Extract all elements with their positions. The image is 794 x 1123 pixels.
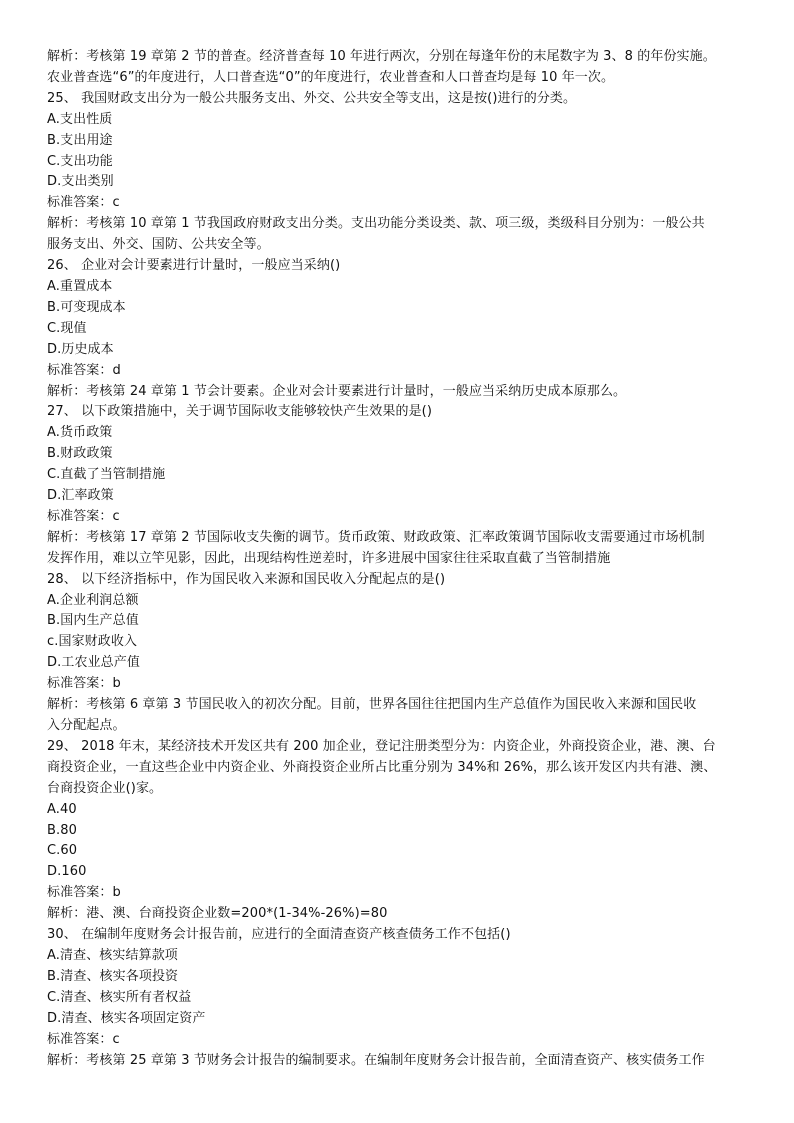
text-line: 解析：考核第 24 章第 1 节会计要素。企业对会计要素进行计量时，一般应当采纳历史成本原那么。	[47, 383, 627, 399]
text-line: D.支出类别	[47, 174, 114, 190]
text-line: 解析：考核第 10 章第 1 节我国政府财政支出分类。支出功能分类设类、款、项三级，类级科目分别为：一般公共	[47, 216, 705, 232]
text-line: B.可变现成本	[47, 299, 126, 315]
text-line: 26、 企业对会计要素进行计量时，一般应当采纳()	[47, 258, 341, 274]
text-line: C.清查、核实所有者权益	[47, 989, 192, 1005]
text-line: D.工农业总产值	[47, 655, 140, 671]
text-line: 标准答案：b	[47, 885, 121, 901]
text-line: 28、 以下经济指标中，作为国民收入来源和国民收入分配起点的是()	[47, 571, 446, 587]
text-line: B.清查、核实各项投资	[47, 968, 179, 984]
text-line: 入分配起点。	[47, 718, 126, 733]
text-line: 商投资企业，一直这些企业中内资企业、外商投资企业所占比重分别为 34%和 26%，那么该开发区内共有港、澳、	[47, 759, 717, 775]
text-line: 发挥作用，难以立竿见影，因此，出现结构性逆差时，许多进展中国家往往采取直截了当管制措施	[47, 550, 611, 566]
text-line: A.清查、核实结算款项	[47, 947, 178, 963]
text-line: C.直截了当管制措施	[47, 467, 166, 483]
text-line: 解析：考核第 6 章第 3 节国民收入的初次分配。目前，世界各国往往把国内生产总值作为国民收入来源和国民收	[47, 697, 697, 713]
text-line: 29、 2018 年末，某经济技术开发区共有 200 加企业，登记注册类型分为：内资企业，外商投资企业，港、澳、台	[47, 738, 716, 754]
text-line: A.货币政策	[47, 425, 113, 441]
text-line: B.国内生产总值	[47, 613, 139, 629]
text-line: 30、 在编制年度财务会计报告前，应进行的全面清查资产核查债务工作不包括()	[47, 927, 511, 943]
text-line: 25、 我国财政支出分为一般公共服务支出、外交、公共安全等支出，这是按()进行的分类。	[47, 90, 577, 106]
text-line: B.80	[47, 822, 77, 838]
text-line: B.财政政策	[47, 446, 113, 462]
text-line: C.60	[47, 843, 78, 859]
text-line: c.国家财政收入	[47, 634, 138, 650]
text-line: C.支出功能	[47, 153, 113, 169]
text-line: D.历史成本	[47, 341, 114, 357]
text-line: D.汇率政策	[47, 488, 114, 504]
text-line: A.重置成本	[47, 278, 113, 294]
text-line: 解析：港、澳、台商投资企业数=200*(1-34%-26%)=80	[47, 906, 388, 922]
text-body	[47, 47, 747, 1071]
text-line: 标准答案：c	[47, 195, 120, 211]
text-line: 解析：考核第 25 章第 3 节财务会计报告的编制要求。在编制年度财务会计报告前，全面清查资产、核实债务工作	[47, 1052, 705, 1068]
text-line: 农业普查选“6”的年度进行，人口普查选“0”的年度进行，农业普查和人口普查均是每 10 年一次。	[47, 69, 615, 85]
text-line: 标准答案：d	[47, 362, 121, 378]
text-line: B.支出用途	[47, 132, 113, 148]
text-line: A.支出性质	[47, 111, 113, 127]
text-line: 解析：考核第 19 章第 2 节的普查。经济普查每 10 年进行两次，分别在每逢年份的末尾数字为 3、8 的年份实施。	[47, 49, 716, 64]
text-line: A.企业利润总额	[47, 592, 139, 608]
text-line: D.清查、核实各项固定资产	[47, 1010, 206, 1026]
document-page	[47, 47, 747, 1071]
text-line: A.40	[47, 801, 77, 817]
text-line: 标准答案：b	[47, 676, 121, 692]
text-line: D.160	[47, 864, 87, 880]
text-line: 27、 以下政策措施中，关于调节国际收支能够较快产生效果的是()	[47, 404, 433, 420]
text-line: 台商投资企业()家。	[47, 780, 163, 796]
text-line: 服务支出、外交、国防、公共安全等。	[47, 237, 270, 253]
text-line: C.现值	[47, 320, 87, 336]
text-line: 标准答案：c	[47, 508, 120, 524]
text-line: 解析：考核第 17 章第 2 节国际收支失衡的调节。货币政策、财政政策、汇率政策调节国际收支需要通过市场机制	[47, 529, 705, 545]
text-line: 标准答案：c	[47, 1031, 120, 1047]
